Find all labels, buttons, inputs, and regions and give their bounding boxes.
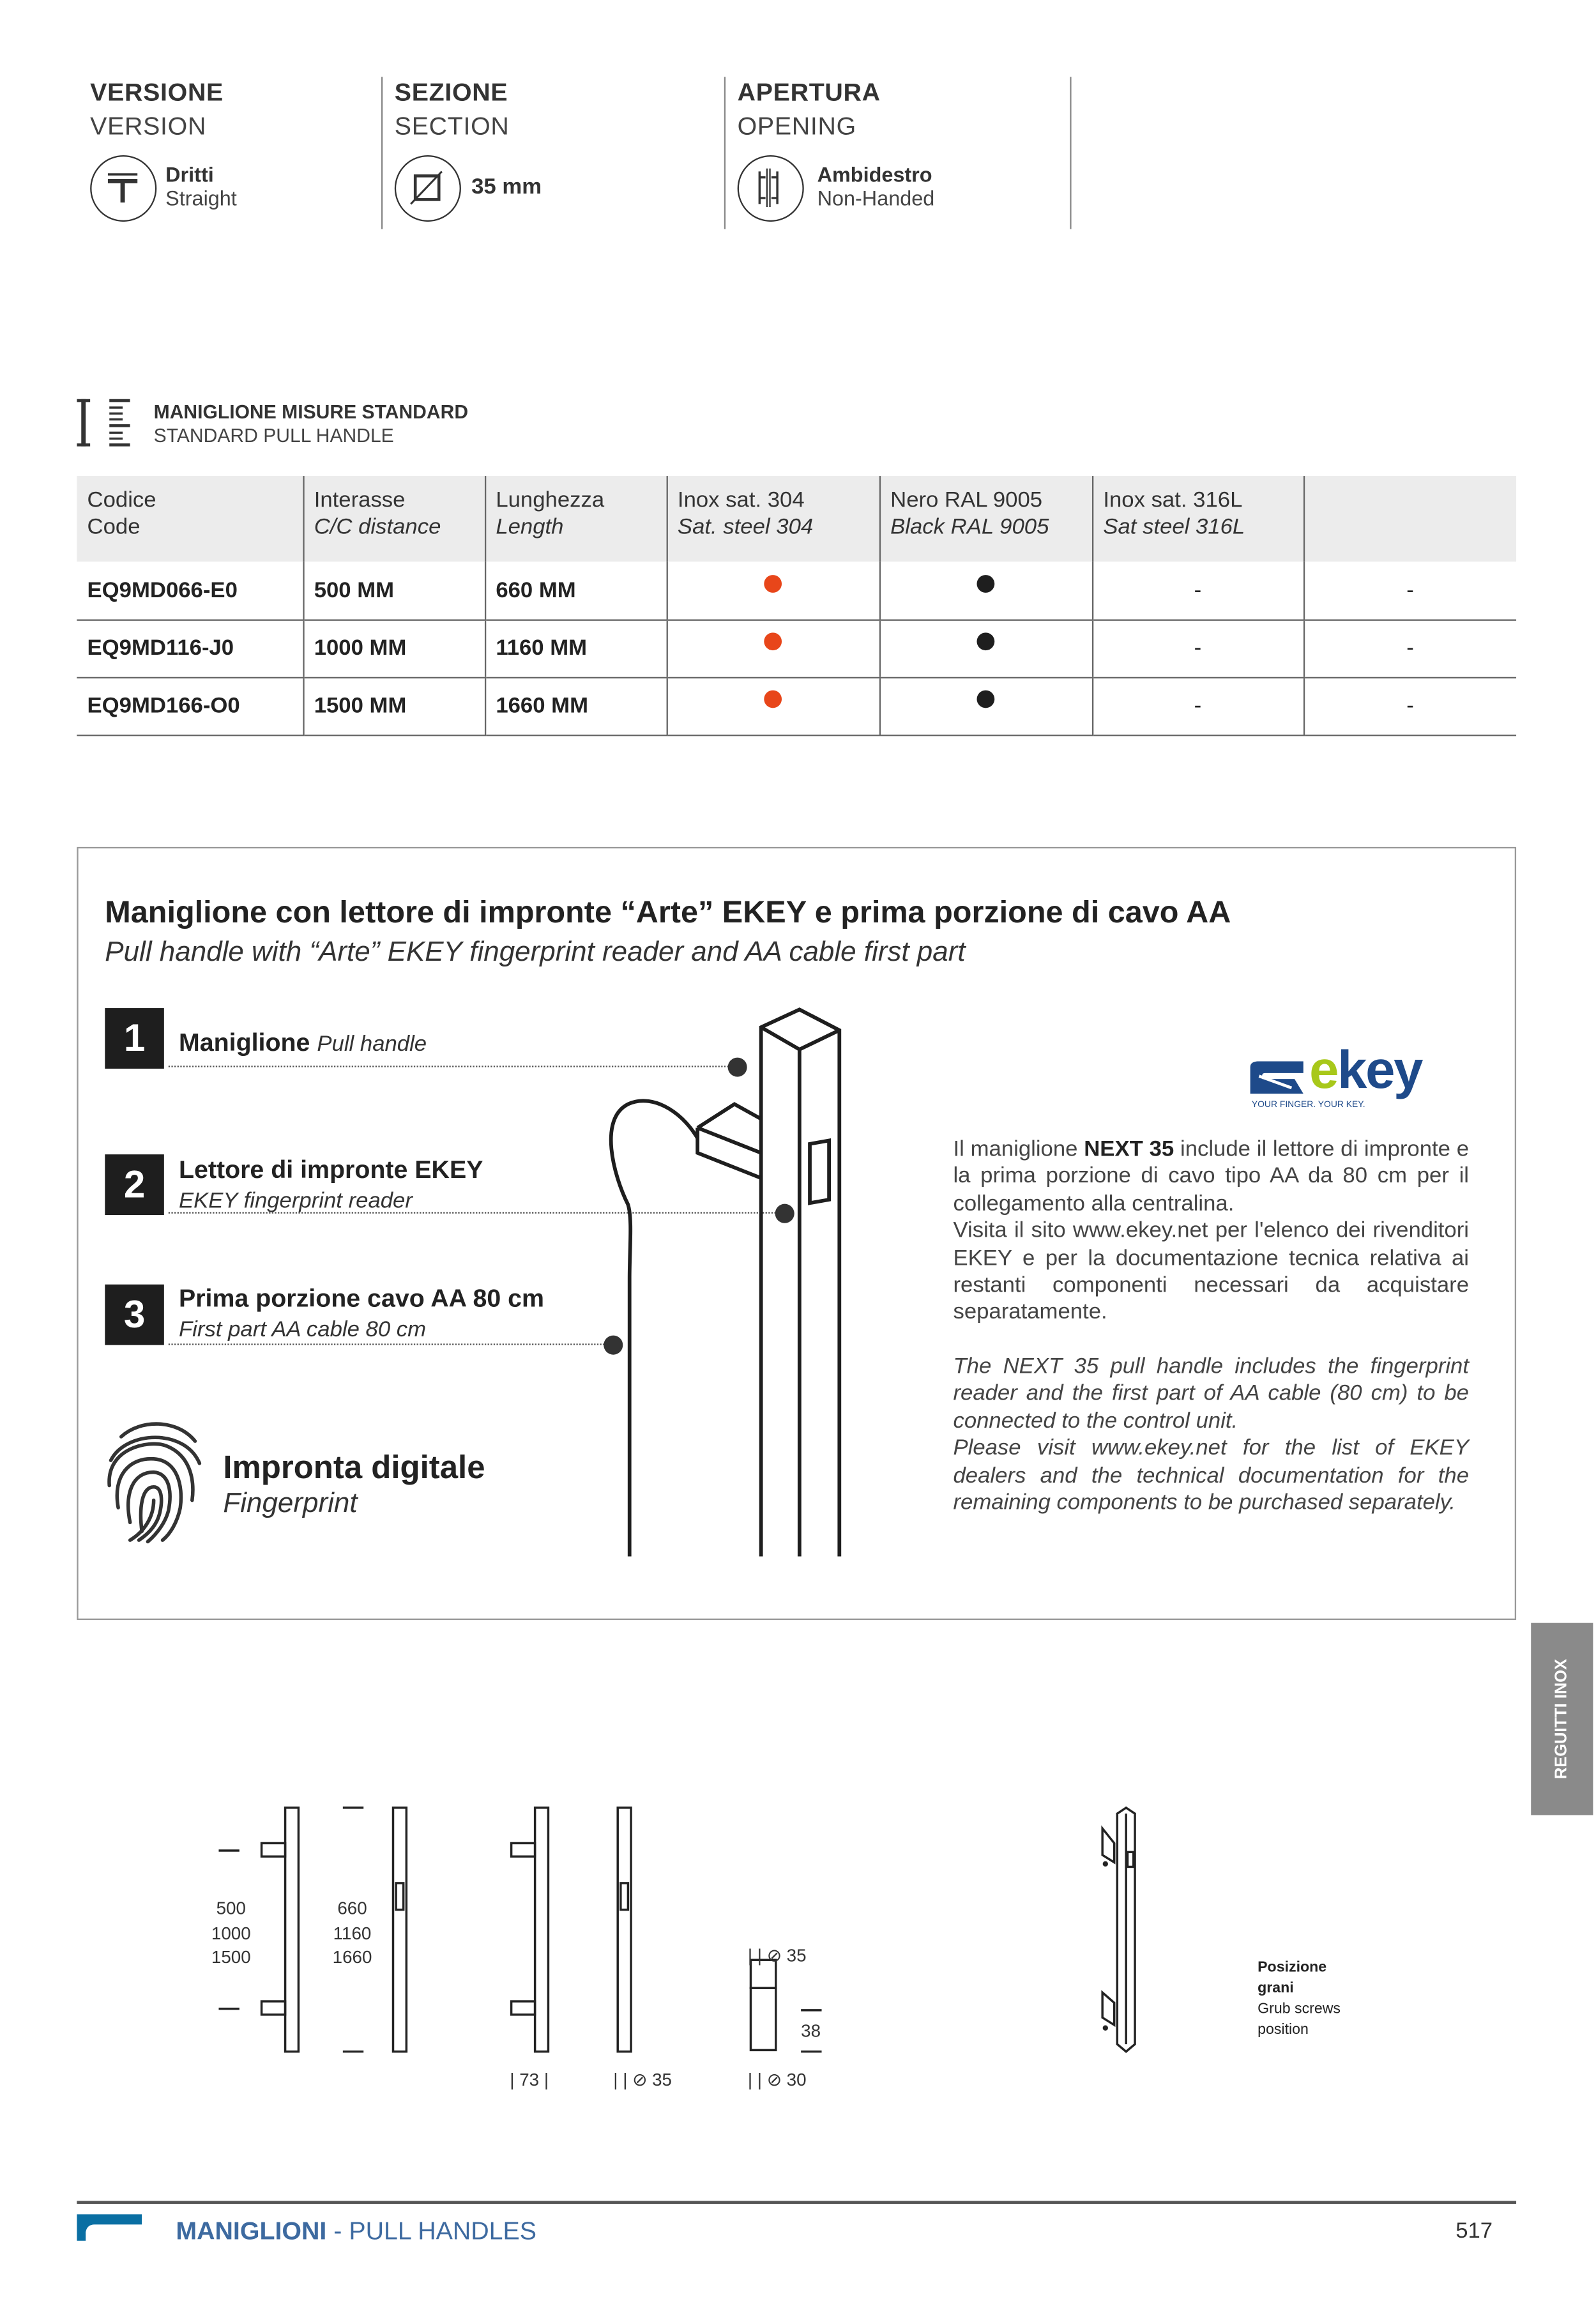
version-value-en: Straight: [165, 186, 237, 210]
standard-title: MANIGLIONE MISURE STANDARD: [153, 401, 469, 423]
section-title: SEZIONE: [394, 78, 508, 107]
item-label-en: Pull handle: [317, 1032, 427, 1057]
text: include il lettore di impronte e la prima porzione di cavo tipo AA da 80 cm per il collegamento alla centralina.: [953, 1136, 1470, 1216]
version-value-it: Dritti: [165, 162, 214, 187]
page-number: 517: [1455, 2219, 1493, 2244]
cell-inox316: -: [1092, 620, 1303, 677]
dim-73: | 73 |: [510, 2069, 549, 2090]
col-label-en: C/C distance: [314, 514, 441, 540]
col-label-en: Sat. steel 304: [677, 514, 814, 540]
description-en: [953, 1354, 1469, 1518]
brand-logo-icon: [77, 2214, 142, 2241]
dim-35-section: | | ⊘ 35: [613, 2069, 673, 2090]
ekey-logo: [1250, 1039, 1472, 1114]
side-tab-label: REGUITTI INOX: [1553, 1659, 1571, 1780]
table-row: [77, 677, 1516, 735]
length-values: [333, 1897, 372, 1970]
available-dot: [764, 632, 782, 650]
opening-subtitle: OPENING: [737, 112, 856, 141]
cell-inox304: [667, 620, 879, 677]
section-block: [395, 79, 510, 142]
non-handed-icon: [738, 155, 804, 222]
col-length: [485, 476, 667, 561]
cell-extra: -: [1303, 620, 1516, 677]
cell-length: 1160 MM: [485, 620, 667, 677]
product-name: NEXT 35: [1084, 1136, 1174, 1162]
dim-label: 1500: [211, 1946, 251, 1967]
col-label: Codice: [87, 487, 156, 513]
available-dot: [764, 575, 782, 593]
col-label-en: Code: [87, 514, 141, 540]
item-label-en: EKEY fingerprint reader: [178, 1188, 413, 1214]
col-label-en: Length: [496, 514, 564, 540]
ekey-logo-mark: [1250, 1061, 1303, 1094]
available-dot: [977, 632, 994, 650]
item-label: [179, 1028, 427, 1058]
footer-section: [176, 2217, 536, 2247]
standard-table: [77, 476, 1516, 735]
cell-black: [879, 620, 1092, 677]
cell-code: EQ9MD166-O0: [77, 677, 303, 735]
opening-value-en: Non-Handed: [817, 186, 935, 210]
grub-label-it: grani: [1258, 1980, 1294, 1997]
footer-sep: -: [326, 2217, 349, 2245]
opening-value-it: Ambidestro: [817, 162, 932, 187]
cell-inox316: -: [1092, 677, 1303, 735]
grub-label-it: Posizione: [1258, 1960, 1327, 1976]
ekey-tagline: YOUR FINGER. YOUR KEY.: [1251, 1101, 1365, 1110]
col-label: Inox sat. 316L: [1103, 487, 1243, 513]
item-label: [179, 1156, 483, 1215]
cell-inox316: -: [1092, 561, 1303, 619]
cell-extra: -: [1303, 561, 1516, 619]
dim-38: 38: [801, 2020, 821, 2042]
square-section-icon: [395, 155, 461, 222]
version-subtitle: VERSION: [90, 112, 207, 141]
table-header-row: [77, 476, 1516, 561]
leader-line: [169, 1343, 613, 1345]
dim-label: 660: [337, 1898, 367, 1919]
dim-label: 30: [786, 2069, 807, 2090]
col-cc: [303, 476, 485, 561]
opening-title: APERTURA: [737, 78, 881, 107]
ruler-icon: [77, 397, 133, 455]
col-label: Interasse: [314, 487, 406, 513]
opening-block: [738, 79, 881, 142]
col-code: [77, 476, 303, 561]
divider: [381, 77, 383, 229]
col-label-en: Sat steel 316L: [1103, 514, 1245, 540]
ekey-wordmark: ekey: [1309, 1039, 1422, 1100]
col-label: Nero RAL 9005: [890, 487, 1043, 513]
grub-label-en: Grub screws: [1258, 2001, 1341, 2018]
straight-icon: [90, 155, 156, 222]
divider: [1070, 77, 1071, 229]
table-row: [77, 620, 1516, 677]
item-number: 2: [105, 1154, 164, 1215]
description-it: [953, 1136, 1469, 1327]
cell-extra: -: [1303, 677, 1516, 735]
fingerprint-icon: [103, 1419, 207, 1545]
text: Il maniglione: [953, 1136, 1084, 1162]
cc-values: [211, 1897, 251, 1970]
cell-black: [879, 561, 1092, 619]
cell-code: EQ9MD116-J0: [77, 620, 303, 677]
available-dot: [977, 575, 994, 593]
feature-subtitle: Pull handle with “Arte” EKEY fingerprint reader and AA cable first part: [105, 937, 966, 968]
text: Please visit www.ekey.net for the list of EKEY dealers and the technical documentation for the remaining components to be purchased separately.: [953, 1435, 1470, 1515]
table-row: [77, 561, 1516, 619]
item-label-it: Prima porzione cavo AA 80 cm: [178, 1284, 545, 1313]
cell-cc: 1500 MM: [303, 677, 485, 735]
footer-section-it: MANIGLIONI: [176, 2217, 327, 2245]
item-label: [179, 1285, 544, 1344]
dim-label: 35: [786, 1945, 807, 1966]
grub-screws-label: [1258, 1959, 1341, 2042]
section-value: 35 mm: [471, 174, 542, 200]
cell-cc: 500 MM: [303, 561, 485, 619]
cell-cc: 1000 MM: [303, 620, 485, 677]
col-black: [879, 476, 1092, 561]
cell-inox304: [667, 561, 879, 619]
fingerprint-title: Impronta digitale: [223, 1448, 485, 1486]
col-label: Lunghezza: [496, 487, 605, 513]
footer-section-en: PULL HANDLES: [349, 2217, 537, 2245]
available-dot: [977, 691, 994, 708]
col-inox316: [1092, 476, 1303, 561]
grub-label-en: position: [1258, 2022, 1309, 2038]
cell-inox304: [667, 677, 879, 735]
section-subtitle: SECTION: [394, 112, 510, 141]
dim-35-reader: | | ⊘ 35: [747, 1945, 807, 1966]
available-dot: [764, 691, 782, 708]
col-extra: [1303, 476, 1516, 561]
version-block: [90, 79, 224, 142]
col-inox304: [667, 476, 879, 561]
cell-black: [879, 677, 1092, 735]
dim-30: | | ⊘ 30: [747, 2069, 807, 2090]
item-number: 3: [105, 1285, 164, 1345]
item-number: 1: [105, 1008, 164, 1069]
dim-label: 35: [652, 2069, 673, 2090]
dim-label: 500: [216, 1898, 246, 1919]
divider: [724, 77, 726, 229]
item-label-it: Lettore di impronte EKEY: [178, 1156, 483, 1184]
dim-label: 1660: [332, 1946, 372, 1967]
opening-value: [817, 163, 935, 210]
item-label-en: First part AA cable 80 cm: [178, 1317, 427, 1343]
cell-length: 1660 MM: [485, 677, 667, 735]
text: The NEXT 35 pull handle includes the fingerprint reader and the first part of AA cable (80 cm) to be connected to the control unit.: [953, 1354, 1470, 1434]
col-label: Inox sat. 304: [677, 487, 805, 513]
dim-label: 1000: [211, 1922, 251, 1943]
version-title: VERSIONE: [90, 78, 224, 107]
fingerprint-subtitle: Fingerprint: [223, 1488, 358, 1520]
footer-divider: [77, 2201, 1516, 2203]
standard-subtitle: STANDARD PULL HANDLE: [153, 424, 394, 447]
handle-with-reader-drawing: [591, 998, 872, 1567]
cell-length: 660 MM: [485, 561, 667, 619]
text: Visita il sito www.ekey.net per l'elenco dei rivenditori EKEY e per la documentazione tecnica relativa ai restanti componenti necessari da acquistare separatamente.: [953, 1218, 1470, 1325]
side-tab: [1531, 1623, 1593, 1815]
version-value: [165, 163, 237, 210]
cell-code: EQ9MD066-E0: [77, 561, 303, 619]
feature-title: Maniglione con lettore di impronte “Arte” EKEY e prima porzione di cavo AA: [105, 896, 1231, 930]
dim-label: 73: [519, 2069, 540, 2090]
col-label-en: Black RAL 9005: [890, 514, 1049, 540]
item-label-it: Maniglione: [178, 1028, 310, 1057]
dim-label: 1160: [333, 1922, 372, 1943]
